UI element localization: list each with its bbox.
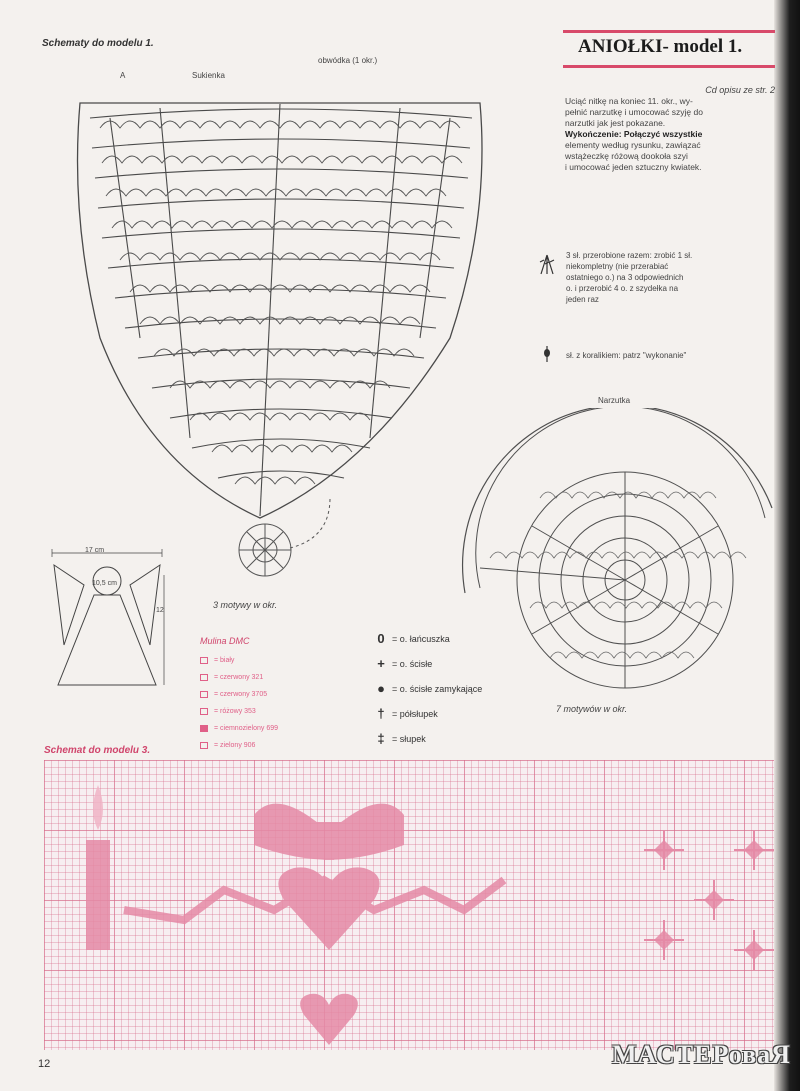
thread-legend-title: Mulina DMC — [200, 636, 250, 646]
thread-legend-label: = czerwony 321 — [214, 674, 264, 681]
stitch-legend-label: = o. ścisłe zamykające — [392, 683, 483, 694]
angel-wing-label: 10,5 cm — [92, 580, 117, 587]
stitch-legend-row — [370, 626, 482, 651]
cluster-note-line: jeden raz — [566, 295, 599, 304]
swatch-red-3705 — [200, 691, 208, 698]
swatch-pink-353 — [200, 708, 208, 715]
stitch-legend-row — [370, 676, 482, 701]
thread-legend-row — [200, 703, 278, 720]
page-title: ANIOŁKI- model 1. — [578, 36, 743, 57]
instruction-line: i umocować jeden sztuczny kwiatek. — [565, 162, 702, 172]
instruction-line: wstążeczkę różową dookoła szyi — [565, 151, 688, 161]
swatch-dark-green-699 — [200, 725, 208, 732]
angel-height-label: 12 — [156, 607, 164, 614]
dress-label: Sukienka — [192, 71, 225, 80]
instruction-line: narzutki jak jest pokazane. — [565, 118, 666, 128]
cluster-note-line: ostatniego o.) na 3 odpowiednich — [566, 273, 684, 282]
cluster-stitch-icon — [538, 254, 556, 276]
thread-legend-label: = czerwony 3705 — [214, 691, 268, 698]
thread-legend-row — [200, 652, 278, 669]
stitch-legend-row — [370, 701, 482, 726]
dress-crochet-diagram — [40, 78, 520, 618]
thread-legend-label: = różowy 353 — [214, 708, 256, 715]
stitch-legend-label: = o. łańcuszka — [392, 633, 450, 644]
swatch-green-906 — [200, 742, 208, 749]
section-heading-model3: Schemat do modelu 3. — [44, 745, 151, 756]
instruction-text — [565, 85, 775, 173]
stitch-legend-label: = o. ścisłe — [392, 658, 433, 669]
stitch-legend-row — [370, 726, 482, 751]
swatch-red-321 — [200, 674, 208, 681]
watermark-logo: МАСТЕРоваЯ — [612, 1040, 791, 1069]
dress-motifs-caption: 3 motywy w okr. — [213, 600, 278, 610]
stitch-legend — [370, 626, 482, 751]
instruction-line: elementy według rysunku, zawiązać — [565, 140, 701, 150]
cross-stitch-motifs — [44, 760, 774, 1050]
finishing-line: Wykończenie: Połączyć wszystkie — [565, 129, 703, 139]
stitch-legend-label: = słupek — [392, 733, 426, 744]
thread-legend-label: = ciemnozielony 699 — [214, 725, 279, 732]
cluster-note — [566, 250, 776, 305]
thread-legend-row — [200, 720, 278, 737]
border-label: obwódka (1 okr.) — [318, 56, 378, 65]
thread-legend-label: = biały — [214, 657, 235, 664]
page-number: 12 — [38, 1058, 51, 1070]
double-crochet-icon: ‡ — [377, 731, 385, 746]
section-heading-model1: Schematy do modelu 1. — [42, 38, 154, 49]
single-crochet-icon: + — [377, 656, 385, 671]
bead-stitch-icon — [541, 345, 553, 363]
cluster-note-line: niekompletny (nie przerabiać — [566, 262, 669, 271]
scan-dark-edge — [774, 0, 800, 1091]
marker-a-label: A — [120, 71, 126, 80]
instruction-line: pełnić narzutkę i umocować szyję do — [565, 107, 703, 117]
candle-shape — [86, 840, 110, 950]
stitch-legend-label: = półsłupek — [392, 708, 438, 719]
thread-legend-label: = zielony 906 — [214, 742, 256, 749]
thread-legend-row — [200, 737, 278, 754]
cape-label: Narzutka — [598, 396, 631, 405]
cape-crochet-diagram — [460, 408, 776, 698]
bead-note: sł. z koralikiem: patrz "wykonanie" — [566, 351, 687, 360]
cluster-note-line: 3 sł. przerobione razem: zrobić 1 sł. — [566, 251, 693, 260]
swatch-white — [200, 657, 208, 664]
half-double-crochet-icon: † — [377, 706, 385, 721]
cape-motifs-caption: 7 motywów w okr. — [556, 704, 628, 714]
thread-legend — [200, 652, 278, 754]
cluster-note-line: o. i przerobić 4 o. z szydełka na — [566, 284, 679, 293]
thread-legend-row — [200, 669, 278, 686]
angel-outline-drawing — [44, 545, 170, 697]
continued-from: Cd opisu ze str. 2 — [705, 85, 775, 95]
angel-width-label: 17 cm — [85, 547, 105, 554]
stitch-legend-row — [370, 651, 482, 676]
thread-legend-row — [200, 686, 278, 703]
chain-stitch-icon: 0 — [377, 631, 385, 646]
cross-stitch-chart — [44, 760, 774, 1050]
slip-stitch-icon: ● — [377, 681, 385, 696]
instruction-line: Uciąć nitkę na koniec 11. okr., wy- — [565, 96, 693, 106]
